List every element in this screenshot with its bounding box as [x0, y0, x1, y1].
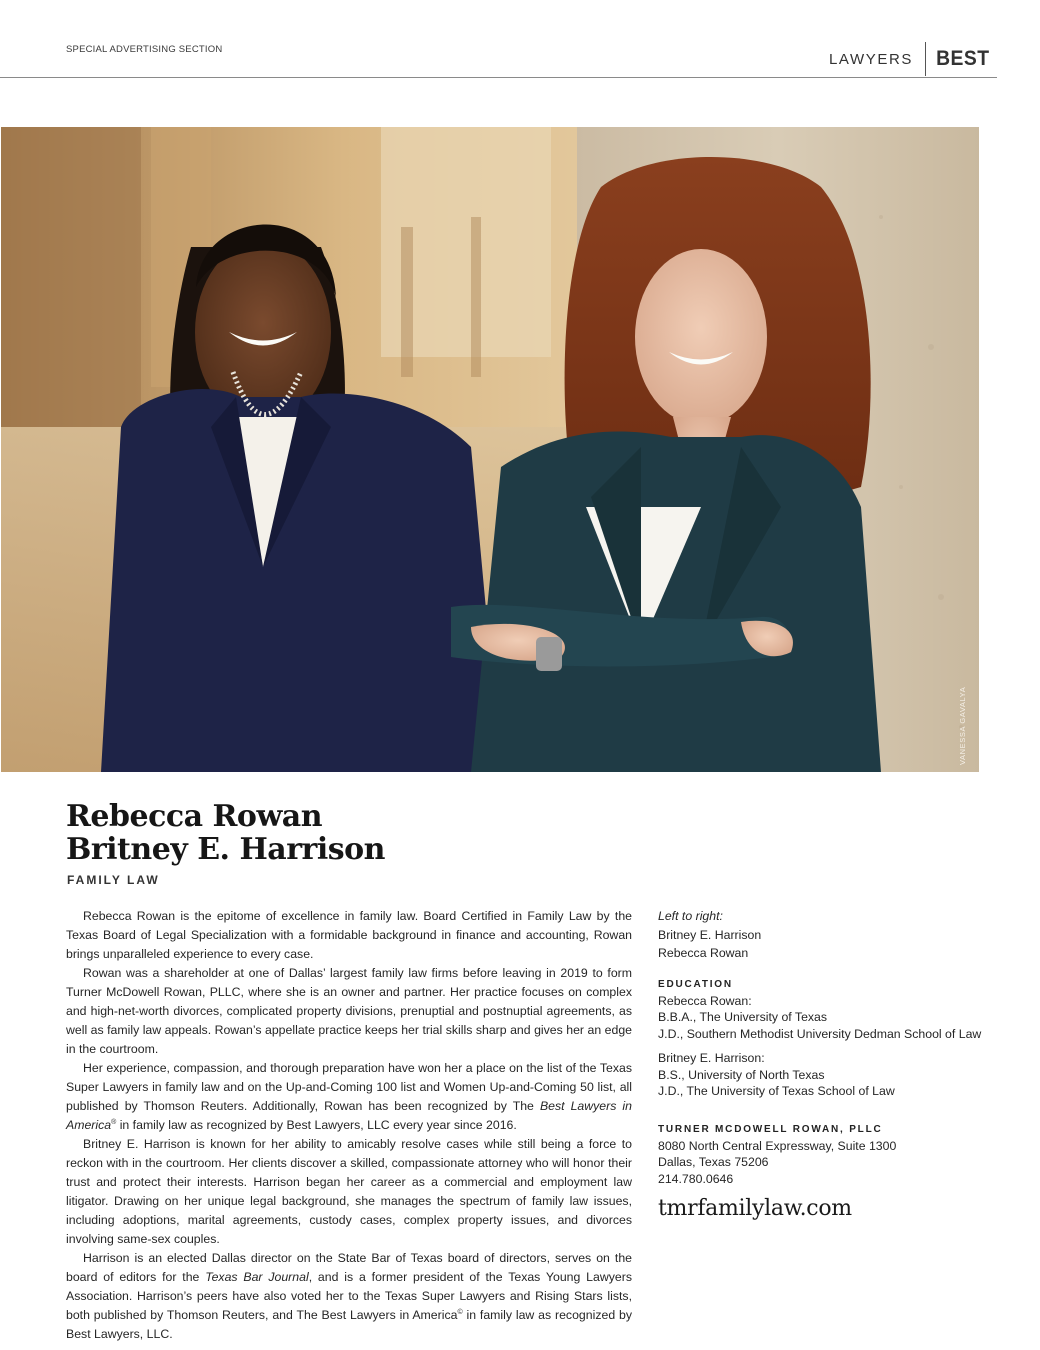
education-degree: J.D., Southern Methodist University Dedman School of Law: [658, 1026, 982, 1041]
caption-name: Rebecca Rowan: [658, 946, 749, 960]
paragraph-1: Rebecca Rowan is the epitome of excellence in family law. Board Certified in Family Law by the Texas Board of Legal Specialization with a formidable background in finance and accounting, Rowan brings unparalleled experience to every case.: [66, 909, 632, 961]
brand-best-text: BEST: [936, 47, 990, 70]
paragraph-3: Her experience, compassion, and thorough preparation have won her a place on the list of the Texas Super Lawyers in family law and on the Up-and-Coming 100 list and Women Up-and-Coming 50 list, all published by Thomson Reuters. Additionally, Rowan has been recognized by The Best Lawyers in America® in family law as recognized by Best Lawyers, LLC every year since 2016.: [66, 1061, 632, 1132]
body-text: [66, 907, 632, 1344]
education-name: Britney E. Harrison:: [658, 1051, 765, 1065]
paragraph-5: Harrison is an elected Dallas director on the State Bar of Texas board of directors, serves on the board of editors for the Texas Bar Journal, and is a former president of the Texas Young Lawyers Association. Harrison’s peers have also voted her to the Texas Super Lawyers and Rising Stars lists, both published by Thomson Reuters, and The Best Lawyers in America© in family law as recognized by Best Lawyers, LLC.: [66, 1251, 632, 1341]
brand-logo: [829, 42, 995, 76]
sidebar: [658, 907, 988, 1187]
firm-heading: TURNER MCDOWELL ROWAN, PLLC: [658, 1123, 883, 1135]
education-heading: EDUCATION: [658, 978, 733, 990]
practice-area: FAMILY LAW: [67, 873, 160, 887]
paragraph-4: Britney E. Harrison is known for her ability to amicably resolve cases while still being a force to reckon with in the courtroom. Her clients discover a skilled, compassionate attorney who will honor their trust and protect their interests. Harrison began her career as a commercial and employment law litigator. Drawing on her unique legal background, she manages the spectrum of family law issues, including adoptions, marital agreements, custody cases, complex property issues, and divorces involving same-sex couples.: [66, 1137, 632, 1246]
education-degree: B.B.A., The University of Texas: [658, 1010, 828, 1024]
education-name: Rebecca Rowan:: [658, 993, 752, 1008]
address-line: Dallas, Texas 75206: [658, 1155, 769, 1169]
caption-label: Left to right:: [658, 909, 723, 923]
header-rule: [0, 77, 997, 78]
portrait-photo: [1, 127, 979, 772]
brand-lawyers-text: LAWYERS: [828, 50, 913, 68]
website-link[interactable]: tmrfamilylaw.com: [658, 1196, 852, 1221]
address-line: 8080 North Central Expressway, Suite 1300: [658, 1138, 897, 1153]
phone-number: 214.780.0646: [658, 1171, 734, 1186]
photo-credit: VANESSA GAVALYA: [958, 686, 967, 765]
header-section-label: SPECIAL ADVERTISING SECTION: [66, 44, 223, 55]
paragraph-2: Rowan was a shareholder at one of Dallas’ largest family law firms before leaving in 2019 to form Turner McDowell Rowan, PLLC, where she is an owner and partner. Her practice focuses on complex and high-net-worth divorces, complicated property divisions, prenuptial and postnuptial agreements, as well as family law appeals. Rowan’s appellate practice keeps her trial skills sharp and gives her an edge in the courtroom.: [66, 966, 632, 1056]
education-degree: B.S., University of North Texas: [658, 1067, 825, 1082]
caption-name: Britney E. Harrison: [658, 927, 762, 942]
name-britney-harrison: Britney E. Harrison: [66, 832, 385, 867]
education-degree: J.D., The University of Texas School of Law: [658, 1084, 895, 1098]
name-rebecca-rowan: Rebecca Rowan: [66, 799, 323, 834]
